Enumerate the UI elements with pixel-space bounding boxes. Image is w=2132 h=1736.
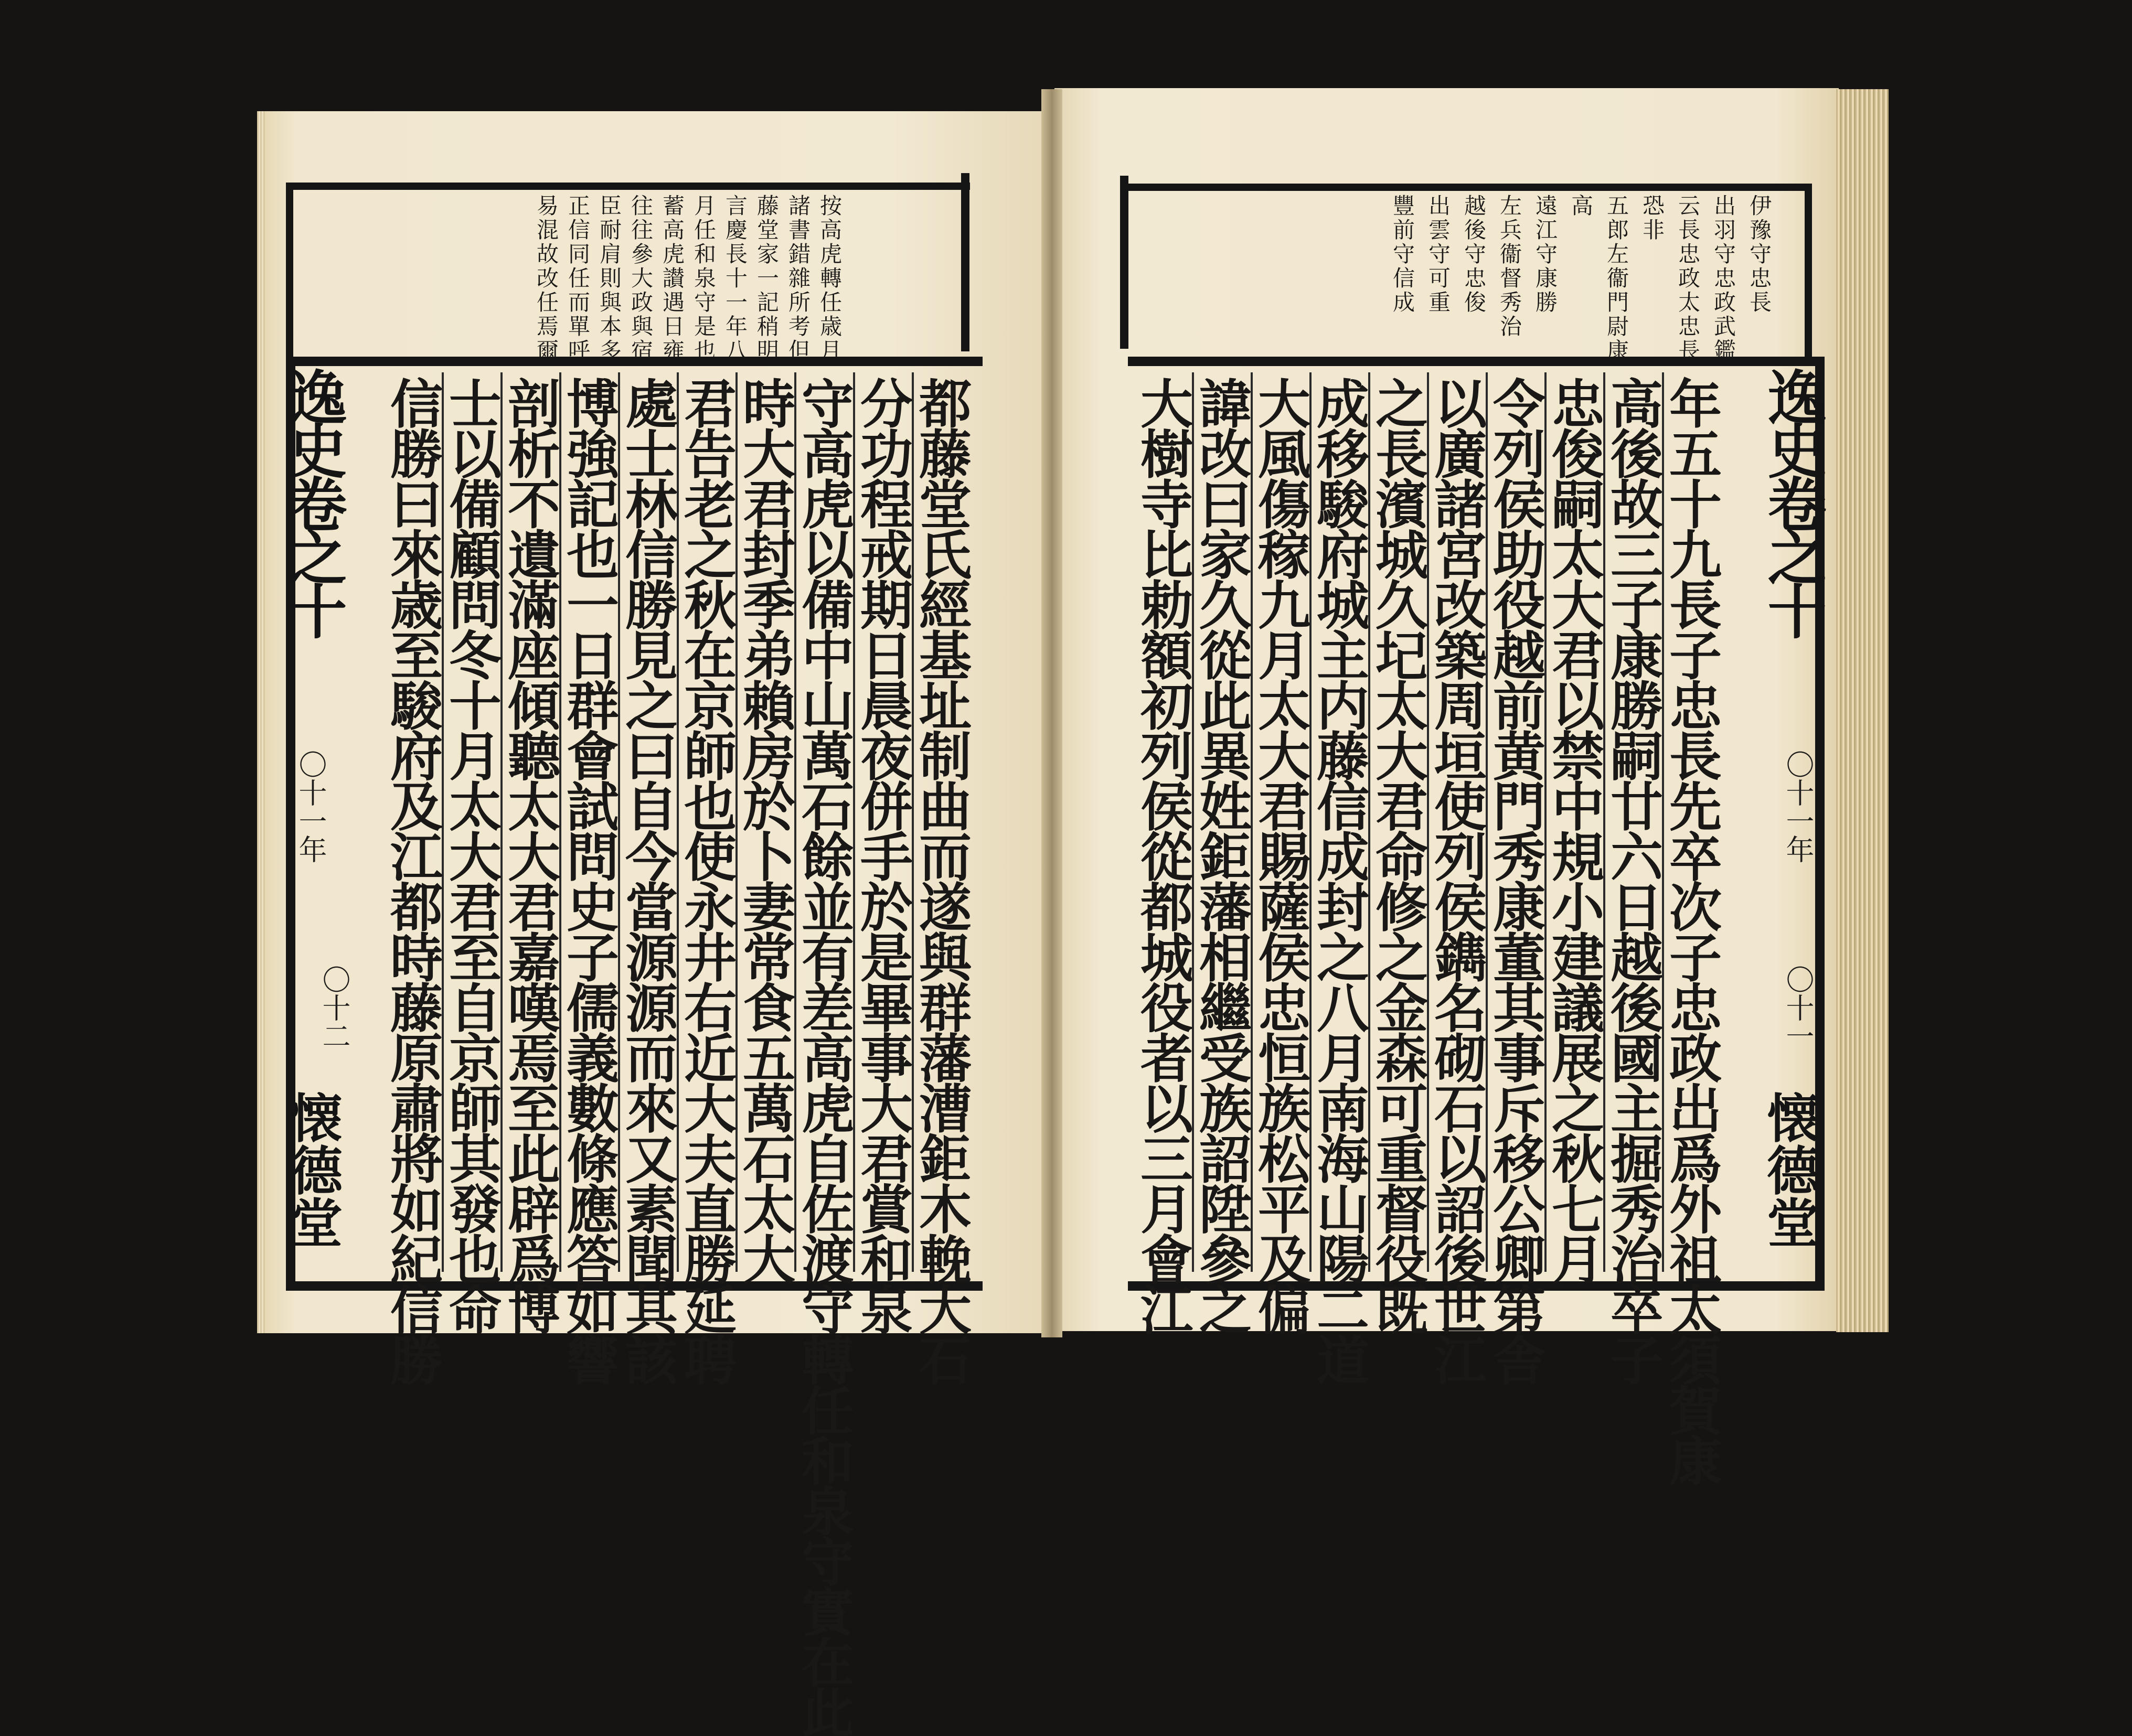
right-body-columns bbox=[1132, 377, 1722, 1484]
text-column: 時大君封季弟賴房於卜妻常食五萬石太大 bbox=[734, 377, 796, 1283]
text-column: 大樹寺比勅額初列侯從都城役者以三月會江 bbox=[1132, 377, 1193, 1333]
header-note-line: 藤堂家一記稍明 bbox=[754, 194, 780, 363]
right-margin-title: 逸史卷之十 bbox=[1758, 367, 1827, 635]
left-body-columns bbox=[381, 377, 972, 1736]
text-column: 大風傷稼九月太大君賜薩侯忠恒族松平及偏 bbox=[1249, 377, 1311, 1333]
header-note-line: 云長忠政太忠長 bbox=[1675, 194, 1701, 363]
header-note-line: 月任和泉守是也 bbox=[691, 194, 717, 363]
text-column: 年五十九長子忠長先卒次子忠政出爲外祖太須賀康 bbox=[1660, 377, 1722, 1484]
text-column: 君告老之秋在京師也使永井右近大夫直勝延聘 bbox=[675, 377, 737, 1384]
header-note-line: 蓄高虎讃遇日雍 bbox=[659, 194, 685, 363]
header-note-line: 出雲守可重 bbox=[1425, 194, 1451, 315]
header-note-line: 五郎左衞門尉康 bbox=[1604, 194, 1629, 363]
left-margin-title: 逸史卷之十 bbox=[279, 367, 347, 635]
header-note-line: 恐非 bbox=[1639, 194, 1665, 242]
text-column: 剖析不遺滿座傾聽太大君嘉嘆焉至此辟爲博 bbox=[499, 377, 561, 1333]
right-page-edge bbox=[1836, 89, 1889, 1332]
header-note-line: 豐前守信成 bbox=[1390, 194, 1415, 315]
text-column: 高後故三子康勝嗣廿六日越後國主掘秀治卒子 bbox=[1602, 377, 1664, 1384]
header-note-line: 按高虎轉任歳月 bbox=[817, 194, 843, 363]
text-column: 博強記也一日群會試問史子儒義數條應答如響 bbox=[558, 377, 620, 1384]
left-leaf-number: 〇十二 bbox=[318, 965, 351, 1050]
header-note-line: 臣耐肩則與本多 bbox=[596, 194, 622, 363]
text-column: 守高虎以備中山萬石餘並有差高虎自佐渡守轉任和泉守實在此 bbox=[793, 377, 855, 1736]
header-note-line: 往往參大政與宿 bbox=[628, 194, 654, 363]
header-note-line: 遠江守康勝 bbox=[1532, 194, 1558, 315]
left-press-name: 懐德堂 bbox=[281, 1091, 343, 1248]
right-leaf-number: 〇十一 bbox=[1782, 965, 1815, 1050]
text-column: 之長濱城久圮太大君命修之金森可重督役既 bbox=[1367, 377, 1429, 1333]
book-gutter bbox=[1041, 89, 1062, 1337]
header-note-line: 正信同任而單呼 bbox=[565, 194, 591, 363]
text-column: 信勝曰來歳至駿府及江都時藤原肅將如紀信勝 bbox=[381, 377, 443, 1384]
right-press-name: 懐德堂 bbox=[1758, 1091, 1820, 1248]
text-column: 士以備顧問冬十月太大君至自京師其發也命 bbox=[440, 377, 502, 1333]
text-column: 諱改曰家久從此異姓鉅藩相繼受族詔陞參之 bbox=[1190, 377, 1252, 1333]
header-note-line: 高 bbox=[1568, 194, 1594, 218]
text-column: 分功程戒期日晨夜併手於是畢事大君賞和泉 bbox=[851, 377, 913, 1333]
header-note-line: 易混故改任焉爾 bbox=[534, 194, 559, 363]
header-note-line: 諸書錯雜所考但 bbox=[785, 194, 811, 363]
right-year-marker: 〇十一年 bbox=[1782, 750, 1815, 863]
header-note-line: 出羽守忠政武鑑 bbox=[1711, 194, 1736, 363]
header-note-line: 言慶長十一年八 bbox=[722, 194, 748, 363]
header-note-line: 伊豫守忠長 bbox=[1746, 194, 1772, 315]
header-note-line: 左兵衞督秀治 bbox=[1497, 194, 1522, 339]
text-column: 成移駿府城主内藤信成封之八月南海山陽二道 bbox=[1308, 377, 1370, 1384]
text-column: 以廣諸宮改築周垣使列侯鐫名砌石以詔後世江 bbox=[1425, 377, 1487, 1384]
header-note-line: 越後守忠俊 bbox=[1461, 194, 1487, 315]
text-column: 令列侯助役越前黄門秀康董其事斥移公卿第舎 bbox=[1484, 377, 1546, 1384]
text-column: 都藤堂氏經基址制曲而遂與群藩漕鉅木輓大石 bbox=[910, 377, 972, 1384]
right-header-note bbox=[1348, 194, 1784, 363]
text-column: 處士林信勝見之曰自今當源源而來又素聞其該 bbox=[616, 377, 678, 1384]
left-header-note bbox=[525, 194, 850, 363]
left-year-marker: 〇十一年 bbox=[294, 750, 327, 863]
text-column: 忠俊嗣太大君以禁中規小建議展之秋七月 bbox=[1543, 377, 1605, 1283]
